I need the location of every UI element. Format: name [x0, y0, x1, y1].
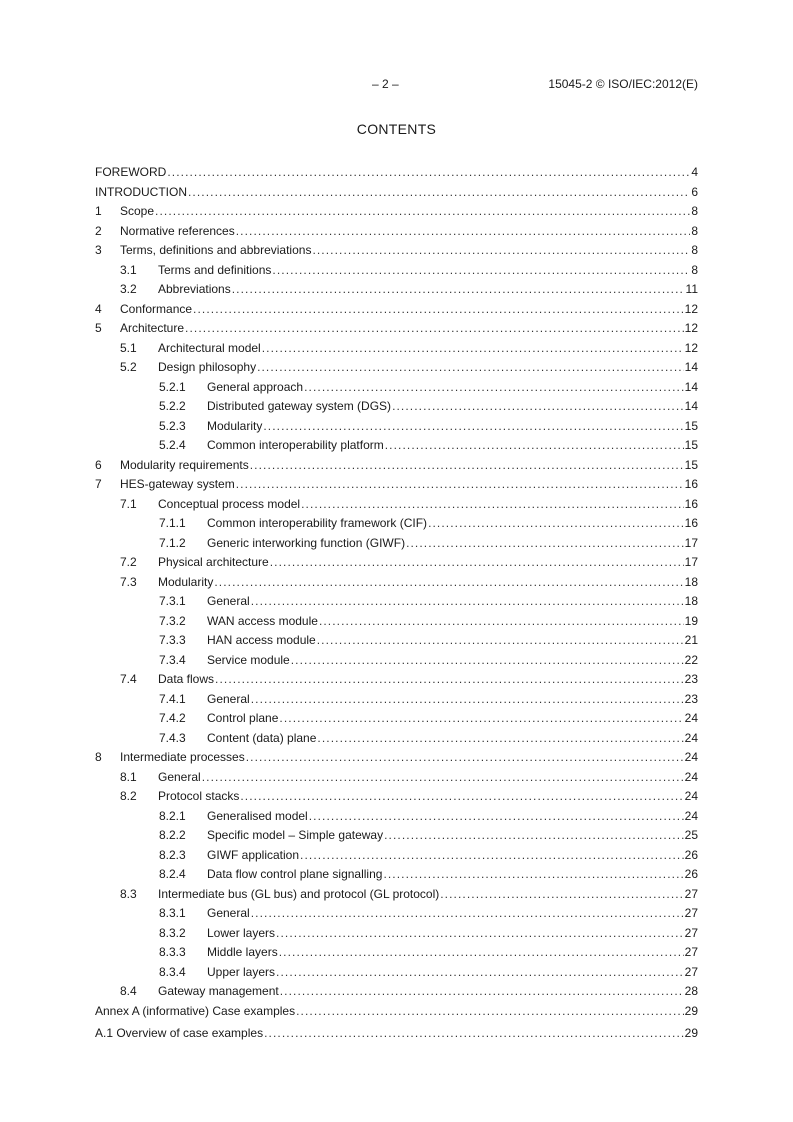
toc-leader-dots — [236, 475, 684, 495]
toc-entry-page: 22 — [684, 652, 698, 667]
toc-entry-title: Lower layers — [207, 925, 276, 940]
toc-entry-number: 8.3.4 — [159, 964, 186, 979]
toc-entry-title: WAN access module — [207, 613, 318, 628]
toc-entry-number: 8.3 — [120, 886, 137, 901]
toc-entry[interactable] — [95, 612, 698, 632]
toc-entry-number: 7.4.1 — [159, 691, 186, 706]
toc-entry-page: 23 — [684, 672, 698, 686]
toc-entry-page: 18 — [684, 574, 698, 589]
toc-entry-page: 27 — [684, 886, 698, 901]
toc-entry-number: 8.2.3 — [159, 847, 186, 862]
toc-entry-page: 26 — [684, 847, 698, 862]
toc-entry-title: Modularity requirements — [120, 457, 249, 472]
toc-entry[interactable] — [95, 807, 698, 827]
toc-entry[interactable] — [95, 358, 698, 378]
toc-leader-dots — [406, 534, 684, 554]
toc-entry-page: 6 — [691, 184, 698, 199]
page-number: – 2 – — [372, 77, 399, 91]
toc-leader-dots — [279, 943, 684, 963]
toc-leader-dots — [250, 456, 684, 476]
toc-entry[interactable] — [95, 651, 698, 671]
toc-entry-title: Data flows — [158, 672, 215, 686]
toc-entry[interactable] — [95, 319, 698, 339]
toc-entry-title: Conformance — [120, 301, 193, 316]
toc-entry[interactable] — [95, 787, 698, 807]
toc-entry-number: 3 — [95, 243, 102, 257]
toc-entry-title: Scope — [120, 204, 155, 218]
toc-entry-page: 11 — [685, 282, 698, 296]
toc-entry-title: Upper layers — [207, 964, 276, 979]
toc-leader-dots — [251, 904, 684, 924]
toc-leader-dots — [188, 183, 690, 203]
toc-entry-title: Conceptual process model — [158, 496, 301, 511]
toc-leader-dots — [262, 339, 684, 359]
toc-entry[interactable] — [95, 514, 698, 534]
toc-entry-number: 5.2.4 — [159, 438, 186, 452]
toc-entry-page: 24 — [684, 769, 698, 784]
toc-entry-page: 19 — [684, 613, 698, 628]
toc-leader-dots — [428, 514, 684, 534]
toc-entry-title: Intermediate processes — [120, 750, 245, 764]
toc-entry-number: 7.1.2 — [159, 535, 186, 550]
toc-entry-number: 4 — [95, 301, 102, 316]
toc-entry-page: 21 — [684, 633, 698, 647]
toc-entry-number: 8.3.1 — [159, 906, 186, 920]
toc-leader-dots — [236, 222, 691, 242]
toc-leader-dots — [309, 807, 684, 827]
toc-entry-title: General — [207, 906, 250, 920]
toc-leader-dots — [304, 378, 684, 398]
toc-entry-number: 8 — [95, 750, 102, 764]
toc-entry-title: Common interoperability platform — [207, 438, 384, 452]
toc-entry-number: 8.2 — [120, 789, 137, 803]
toc-entry-number: 5.2.2 — [159, 399, 186, 413]
toc-leader-dots — [251, 592, 684, 612]
toc-entry-title: HES-gateway system — [120, 477, 235, 491]
toc-entry-title: FOREWORD — [95, 165, 167, 179]
toc-entry-title: General — [158, 769, 201, 784]
toc-entry-title: Generalised model — [207, 808, 308, 823]
toc-entry[interactable] — [95, 573, 698, 593]
toc-entry[interactable] — [95, 826, 698, 846]
toc-entry-number: 6 — [95, 457, 102, 472]
toc-entry-title: INTRODUCTION — [95, 184, 187, 199]
toc-entry-page: 12 — [684, 340, 698, 355]
toc-leader-dots — [317, 729, 683, 749]
toc-entry[interactable] — [95, 846, 698, 866]
toc-leader-dots — [214, 573, 683, 593]
toc-entry-title: Specific model – Simple gateway — [207, 828, 384, 842]
toc-entry-title: General approach — [207, 379, 304, 394]
toc-entry[interactable] — [95, 943, 698, 963]
toc-entry[interactable] — [95, 748, 698, 768]
toc-entry-number: 7.3.3 — [159, 633, 186, 647]
toc-entry[interactable] — [95, 241, 698, 261]
toc-entry-title: Control plane — [207, 711, 279, 725]
toc-leader-dots — [300, 846, 684, 866]
toc-entry-number: 2 — [95, 223, 102, 238]
toc-leader-dots — [317, 631, 684, 651]
toc-entry-title: Protocol stacks — [158, 789, 240, 803]
toc-entry[interactable] — [95, 592, 698, 612]
toc-entry[interactable] — [95, 768, 698, 788]
toc-entry[interactable] — [95, 300, 698, 320]
toc-entry-page: 12 — [684, 321, 698, 335]
toc-entry-number: 5.2.3 — [159, 418, 186, 433]
toc-entry-number: 8.3.2 — [159, 925, 186, 940]
toc-leader-dots — [279, 709, 683, 729]
toc-leader-dots — [384, 826, 684, 846]
toc-entry[interactable] — [95, 261, 698, 281]
document-id: 15045-2 © ISO/IEC:2012(E) — [548, 77, 698, 91]
toc-leader-dots — [257, 358, 684, 378]
toc-leader-dots — [319, 612, 684, 632]
toc-entry-title: Modularity — [158, 574, 214, 589]
toc-entry-page: 8 — [691, 262, 698, 277]
toc-entry-title: Architectural model — [158, 340, 261, 355]
toc-entry-number: 1 — [95, 204, 102, 218]
toc-leader-dots — [276, 924, 684, 944]
toc-entry-page: 24 — [684, 789, 698, 803]
toc-entry-page: 12 — [684, 301, 698, 316]
toc-leader-dots — [301, 495, 684, 515]
toc-entry-number: 7.1 — [120, 496, 137, 511]
toc-entry-title: General — [207, 594, 250, 608]
toc-entry[interactable] — [95, 690, 698, 710]
toc-entry[interactable] — [95, 631, 698, 651]
toc-entry-number: 3.1 — [120, 262, 137, 277]
toc-leader-dots — [270, 553, 684, 573]
toc-entry-title: HAN access module — [207, 633, 316, 647]
toc-entry-number: 7.4.3 — [159, 730, 186, 745]
toc-entry-title: Service module — [207, 652, 290, 667]
toc-entry[interactable] — [95, 475, 698, 495]
toc-leader-dots — [155, 202, 690, 222]
toc-entry-page: 15 — [684, 418, 698, 433]
toc-entry-title: Middle layers — [207, 945, 278, 959]
toc-entry-page: 27 — [684, 925, 698, 940]
toc-entry-number: 7.3 — [120, 574, 137, 589]
page-title: CONTENTS — [356, 121, 437, 137]
toc-entry-title: Modularity — [207, 418, 263, 433]
toc-entry[interactable] — [95, 709, 698, 729]
toc-entry-page: 24 — [684, 750, 698, 764]
toc-entry-number: 7.3.1 — [159, 594, 186, 608]
toc-entry-title: Distributed gateway system (DGS) — [207, 399, 392, 413]
toc-entry-page: 27 — [684, 906, 698, 920]
toc-entry[interactable] — [95, 378, 698, 398]
toc-entry-page: 17 — [684, 555, 698, 569]
toc-entry[interactable] — [95, 924, 698, 944]
toc-entry-title: Common interoperability framework (CIF) — [207, 516, 428, 530]
toc-entry-page: 27 — [684, 945, 698, 959]
toc-leader-dots — [272, 261, 690, 281]
toc-entry[interactable] — [95, 202, 698, 222]
toc-entry-title: GIWF application — [207, 847, 300, 862]
toc-entry-page: 14 — [684, 399, 698, 413]
toc-leader-dots — [392, 397, 684, 417]
toc-leader-dots — [383, 865, 683, 885]
toc-entry-number: 7.1.1 — [159, 516, 186, 530]
toc-entry-number: 7 — [95, 477, 102, 491]
toc-entry-title: Annex A (informative) Case examples — [95, 1003, 296, 1018]
toc-entry-title: Data flow control plane signalling — [207, 867, 383, 881]
toc-entry-page: 8 — [691, 243, 698, 257]
toc-entry-page: 26 — [684, 867, 698, 881]
toc-entry-page: 17 — [684, 535, 698, 550]
toc-entry-title: Abbreviations — [158, 282, 231, 296]
toc-entry[interactable] — [95, 280, 698, 300]
toc-entry[interactable] — [95, 417, 698, 437]
toc-leader-dots — [385, 436, 684, 456]
toc-entry[interactable] — [95, 982, 698, 1002]
toc-entry[interactable] — [95, 397, 698, 417]
toc-entry-title: Content (data) plane — [207, 730, 317, 745]
toc-entry[interactable] — [95, 729, 698, 749]
toc-entry[interactable] — [95, 163, 698, 183]
toc-leader-dots — [202, 768, 684, 788]
toc-entry[interactable] — [95, 670, 698, 690]
toc-entry-number: 7.2 — [120, 555, 137, 569]
toc-leader-dots — [296, 1002, 684, 1022]
toc-entry[interactable] — [95, 1002, 698, 1022]
toc-entry-page: 24 — [684, 711, 698, 725]
toc-entry-page: 28 — [684, 984, 698, 998]
toc-entry-page: 8 — [691, 223, 698, 238]
toc-leader-dots — [193, 300, 684, 320]
toc-entry[interactable] — [95, 904, 698, 924]
toc-leader-dots — [291, 651, 684, 671]
toc-leader-dots — [246, 748, 684, 768]
toc-leader-dots — [215, 670, 684, 690]
toc-entry-title: Normative references — [120, 223, 235, 238]
toc-entry-title: General — [207, 691, 250, 706]
toc-entry-number: 7.3.2 — [159, 613, 186, 628]
toc-entry-page: 4 — [691, 165, 698, 179]
toc-entry-page: 24 — [684, 730, 698, 745]
toc-leader-dots — [312, 241, 690, 261]
toc-leader-dots — [232, 280, 685, 300]
toc-entry-number: 7.4 — [120, 672, 137, 686]
toc-leader-dots — [440, 885, 683, 905]
toc-entry[interactable] — [95, 456, 698, 476]
toc-entry-title: A.1 Overview of case examples — [95, 1026, 264, 1040]
toc-leader-dots — [263, 417, 683, 437]
toc-entry-page: 15 — [684, 457, 698, 472]
toc-entry-number: 5.1 — [120, 340, 137, 355]
toc-entry[interactable] — [95, 222, 698, 242]
toc-entry-number: 8.2.4 — [159, 867, 186, 881]
toc-entry-page: 16 — [684, 496, 698, 511]
toc-entry[interactable] — [95, 1024, 698, 1044]
toc-entry[interactable] — [95, 339, 698, 359]
toc-entry[interactable] — [95, 436, 698, 456]
toc-entry-page: 16 — [684, 477, 698, 491]
toc-entry-page: 25 — [684, 828, 698, 842]
toc-entry-page: 29 — [684, 1026, 698, 1040]
toc-entry-page: 23 — [684, 691, 698, 706]
toc-entry-page: 18 — [684, 594, 698, 608]
toc-entry-title: Design philosophy — [158, 360, 257, 374]
toc-leader-dots — [280, 982, 684, 1002]
toc-leader-dots — [240, 787, 683, 807]
toc-entry-page: 24 — [684, 808, 698, 823]
toc-leader-dots — [167, 163, 690, 183]
toc-entry-page: 27 — [684, 964, 698, 979]
toc-entry-number: 5 — [95, 321, 102, 335]
toc-entry-title: Terms, definitions and abbreviations — [120, 243, 312, 257]
toc-entry[interactable] — [95, 865, 698, 885]
toc-entry-title: Gateway management — [158, 984, 279, 998]
toc-entry-number: 8.1 — [120, 769, 137, 784]
toc-leader-dots — [185, 319, 684, 339]
toc-leader-dots — [276, 963, 684, 983]
toc-entry-number: 8.4 — [120, 984, 137, 998]
toc-entry-number: 8.2.1 — [159, 808, 186, 823]
toc-entry-number: 3.2 — [120, 282, 137, 296]
toc-entry-page: 29 — [684, 1003, 698, 1018]
toc-entry[interactable] — [95, 183, 698, 203]
toc-entry-page: 14 — [684, 360, 698, 374]
toc-entry-number: 7.3.4 — [159, 652, 186, 667]
toc-entry-number: 8.2.2 — [159, 828, 186, 842]
toc-entry-page: 16 — [684, 516, 698, 530]
toc-entry-title: Physical architecture — [158, 555, 269, 569]
toc-entry-page: 15 — [684, 438, 698, 452]
toc-leader-dots — [264, 1024, 684, 1044]
table-of-contents — [95, 163, 698, 1044]
toc-entry-number: 7.4.2 — [159, 711, 186, 725]
toc-entry[interactable] — [95, 885, 698, 905]
toc-entry-title: Architecture — [120, 321, 185, 335]
toc-entry-title: Intermediate bus (GL bus) and protocol (GL protocol) — [158, 886, 440, 901]
toc-entry-number: 5.2.1 — [159, 379, 186, 394]
toc-entry-title: Terms and definitions — [158, 262, 272, 277]
toc-leader-dots — [251, 690, 684, 710]
toc-entry-title: Generic interworking function (GIWF) — [207, 535, 406, 550]
toc-entry-number: 8.3.3 — [159, 945, 186, 959]
toc-entry-page: 8 — [691, 204, 698, 218]
toc-entry[interactable] — [95, 534, 698, 554]
toc-entry[interactable] — [95, 963, 698, 983]
toc-entry-number: 5.2 — [120, 360, 137, 374]
toc-entry[interactable] — [95, 495, 698, 515]
toc-entry-page: 14 — [684, 379, 698, 394]
toc-entry[interactable] — [95, 553, 698, 573]
